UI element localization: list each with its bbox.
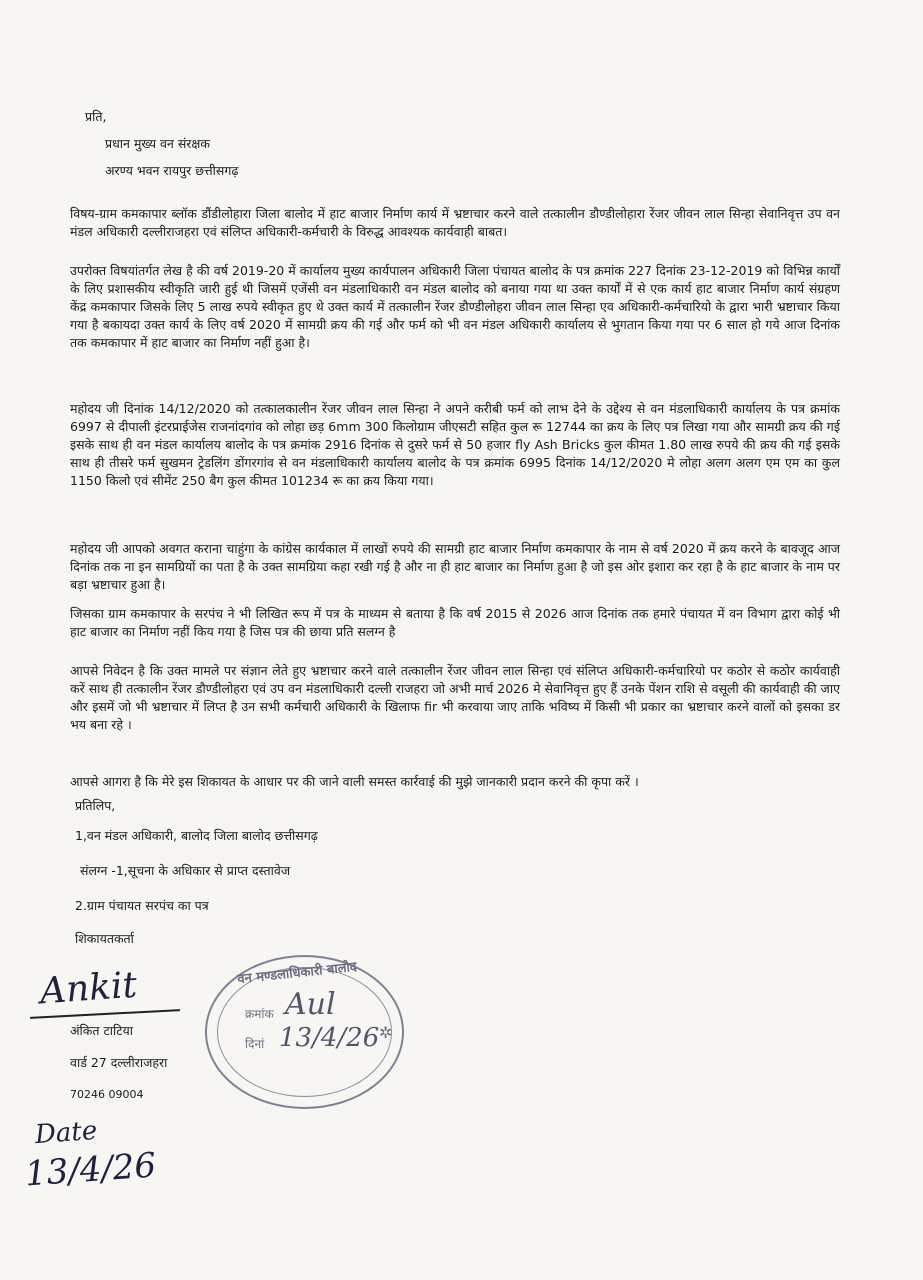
date-label: Date — [34, 1115, 99, 1151]
salutation: प्रति, — [85, 109, 107, 124]
signature: Ankit — [38, 964, 139, 1013]
enclosure-2: 2.ग्राम पंचायत सरपंच का पत्र — [75, 898, 209, 913]
enclosure-1: संलग्न -1,सूचना के अधिकार से प्राप्त दस्तावेज — [80, 863, 291, 878]
paragraph-5: आपसे निवेदन है कि उक्त मामले पर संज्ञान लेते हुए भ्रष्टाचार करने वाले तत्कालीन रेंजर जीवन लाल सिन्हा एवं संलिप्त अधिकारी-कर्मचारियो पर कठोर से कठोर कार्यवाही करें साथ ही तत्कालीन रेंजर डौण्डीलोहरा एवं उप वन मंडलाधिकारी दल्ली राजहरा जो अभी मार्च 2026 मे सेवानिवृत्त हुए हैं उनके पेंशन राशि से वसूली की कार्यवाही की जाए और इसमें जो भी भ्रष्टाचार में लिप्त है उन सभी कर्मचारी अधिकारी के खिलाफ fir भी करवाया जाए ताकि भविष्य में किसी भी प्रकार का भ्रष्टाचार करने वालों को इसका डर भय बना रहे । — [70, 663, 840, 732]
recipient-title: प्रधान मुख्य वन संरक्षक — [105, 136, 210, 151]
seal-handwritten-date: 13/4/26 — [279, 1023, 380, 1053]
copy-label: प्रतिलिप, — [75, 798, 116, 813]
seal-initials: Aul — [285, 987, 336, 1022]
paragraph-3: महोदय जी आपको अवगत कराना चाहुंगा के कांग्रेस कार्यकाल में लाखों रुपये की सामग्री हाट बाजार निर्माण कमकापार के नाम से वर्ष 2020 में क्रय करने के बावजूद आज दिनांक तक ना इन सामग्रियों का पता है के उक्त सामग्रिया कहा रखी गई है और ना ही हाट बाजार का निर्माण हुआ है जो इस ओर इशारा कर रहा है के हाट बाजार के नाम पर बड़ा भ्रष्टाचार हुआ है। — [70, 541, 840, 592]
complainant-address: वार्ड 27 दल्लीराजहरा — [70, 1055, 168, 1070]
complainant-label: शिकायतकर्ता — [75, 931, 134, 946]
complainant-phone: 70246 09004 — [70, 1088, 144, 1101]
paragraph-4: जिसका ग्राम कमकापार के सरपंच ने भी लिखित रूप में पत्र के माध्यम से बताया है कि वर्ष 2015 से 2026 आज दिनांक तक हमारे पंचायत में वन विभाग द्वारा कोई भी हाट बाजार का निर्माण नहीं किय गया है जिस पत्र की छाया प्रति सलग्न है — [70, 606, 840, 639]
paragraph-1: उपरोक्त विषयांतर्गत लेख है की वर्ष 2019-20 में कार्यालय मुख्य कार्यपालन अधिकारी जिला पंचायत बालोद के पत्र क्रमांक 227 दिनांक 23-12-2019 को विभिन्न कार्यों के लिए प्रशासकीय स्वीकृति जारी हुई थी जिसमें एजेंसी वन मंडलाधिकारी वन मंडल बालोद को बनाया गया था उक्त कार्यों में से एक कार्य हाट बाजार निर्माण कार्य संग्रहण केंद्र कमकापार जिसके लिए 5 लाख रुपये स्वीकृत हुए थे उक्त कार्य में तत्कालीन रेंजर डौण्डीलोहरा जीवन लाल सिन्हा एव अधिकारी-कर्मचारियो के द्वारा भारी भ्रष्टाचार किया गया है बकायदा उक्त कार्य के लिए वर्ष 2020 में सामग्री क्रय की गई और फर्म को भी वन मंडल अधिकारी कार्यालय से भुगतान किया गया पर 6 साल हो गये आज दिनांक तक कमकापार में हाट बाजार का निर्माण नहीं हुआ है। — [70, 263, 840, 350]
seal-star-icon: ✲ — [379, 1023, 393, 1042]
subject-line: विषय-ग्राम कमकापार ब्लॉक डौंडीलोहारा जिला बालोद में हाट बाजार निर्माण कार्य में भ्रष्टाचार करने वाले तत्कालीन डौण्डीलोहारा रेंजर जीवन लाल सिन्हा सेवानिवृत्त उप वन मंडल अधिकारी दल्लीराजहरा एवं संलिप्त अधिकारी-कर्मचारी के विरुद्ध आवश्यक कार्यवाही बाबत। — [70, 206, 840, 239]
seal-title: वन मण्डलाधिकारी बालोद — [236, 959, 358, 988]
recipient-address: अरण्य भवन रायपुर छत्तीसगढ़ — [105, 163, 239, 178]
date-value: 13/4/26 — [23, 1145, 158, 1195]
paragraph-6: आपसे आगरा है कि मेरे इस शिकायत के आधार पर की जाने वाली समस्त कार्रवाई की मुझे जानकारी प्रदान करने की कृपा करें । — [70, 774, 639, 789]
seal-date-label: दिनां — [245, 1037, 265, 1051]
copy-item-1: 1,वन मंडल अधिकारी, बालोद जिला बालोद छत्तीसगढ़ — [75, 828, 318, 843]
complainant-name: अंकित टाटिया — [70, 1023, 134, 1038]
seal-number-label: क्रमांक — [245, 1007, 274, 1021]
paragraph-2: महोदय जी दिनांक 14/12/2020 को तत्कालकालीन रेंजर जीवन लाल सिन्हा ने अपने करीबी फर्म को लाभ देने के उद्देश्य से वन मंडलाधिकारी कार्यालय के पत्र क्रमांक 6997 से दीपाली इंटरप्राईजेस राजनांदगांव को लोहा छड़ 6mm 300 किलोग्राम जीएसटी सहित कुल रू 12744 का क्रय के लिए पत्र लिखा गया और सामग्री क्रय की गई इसके साथ ही वन मंडल कार्यालय बालोद के पत्र क्रमांक 2916 दिनांक से दुसरे फर्म से 50 हजार fly Ash Bricks कुल कीमत 1.80 लाख रुपये की क्रय की गई इसके साथ ही तीसरे फर्म सुखमन ट्रेडलिंग डोंगरगांव से वन मंडलाधिकारी कार्यालय बालोद के पत्र क्रमांक 6995 दिनांक 14/12/2020 मे लोहा अलग अलग एम एम का कुल 1150 किलो एवं सीमेंट 250 बैग कुल कीमत 101234 रू का क्रय किया गया। — [70, 401, 840, 488]
office-seal — [205, 955, 404, 1109]
